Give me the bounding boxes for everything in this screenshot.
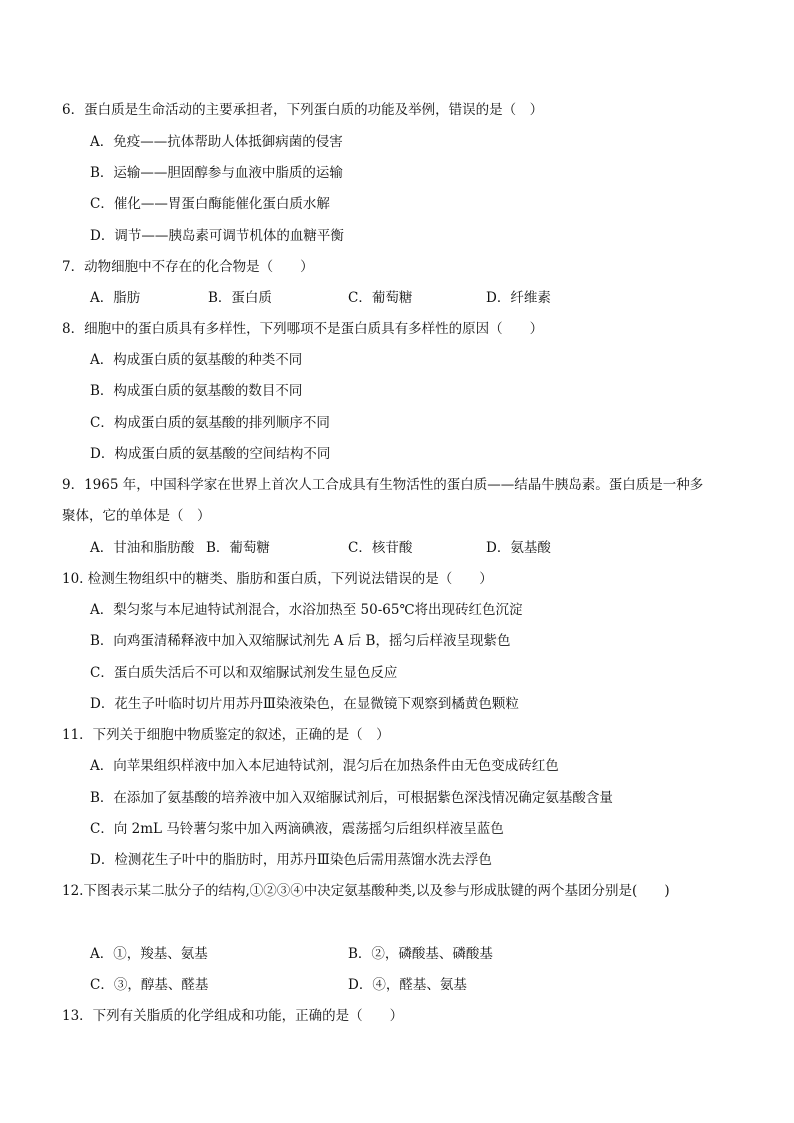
question-9-option-a: A．甘油和脂肪酸	[90, 540, 195, 556]
question-12-option-b: B．②，磷酸基、磷酸基	[348, 946, 493, 962]
question-11-option-b: B．在添加了氨基酸的培养液中加入双缩脲试剂后，可根据紫色深浅情况确定氨基酸含量	[90, 790, 613, 806]
question-11-stem: 11．下列关于细胞中物质鉴定的叙述，正确的是（ ）	[62, 727, 390, 743]
question-12-option-a: A．①，羧基、氨基	[90, 946, 208, 962]
question-13-stem: 13．下列有关脂质的化学组成和功能，正确的是（ ）	[62, 1008, 404, 1024]
question-9-stem-line-2: 聚体，它的单体是（ ）	[62, 508, 211, 524]
question-9-option-b: B．葡萄糖	[206, 540, 270, 556]
question-7-option-d: D．纤维素	[486, 290, 551, 306]
question-7-stem: 7．动物细胞中不存在的化合物是（ ）	[62, 259, 314, 275]
question-6-option-a: A．免疫——抗体帮助人体抵御病菌的侵害	[90, 134, 343, 150]
question-7-option-a: A．脂肪	[90, 290, 141, 306]
question-9-option-d: D．氨基酸	[486, 540, 551, 556]
question-10-option-c: C．蛋白质失活后不可以和双缩脲试剂发生显色反应	[90, 665, 398, 681]
question-7-option-c: C．葡萄糖	[348, 290, 413, 306]
question-9-option-c: C．核苷酸	[348, 540, 413, 556]
question-6-option-d: D．调节——胰岛素可调节机体的血糖平衡	[90, 228, 344, 244]
question-12-option-c: C．③，醇基、醛基	[90, 977, 209, 993]
question-8-option-d: D．构成蛋白质的氨基酸的空间结构不同	[90, 446, 331, 462]
question-10-stem: 10. 检测生物组织中的糖类、脂肪和蛋白质，下列说法错误的是（ ）	[62, 571, 493, 587]
question-11-option-c: C．向 2mL 马铃薯匀浆中加入两滴碘液，震荡摇匀后组织样液呈蓝色	[90, 821, 504, 837]
question-6-option-b: B．运输——胆固醇参与血液中脂质的运输	[90, 165, 343, 181]
question-8-option-c: C．构成蛋白质的氨基酸的排列顺序不同	[90, 415, 330, 431]
question-8-stem: 8．细胞中的蛋白质具有多样性，下列哪项不是蛋白质具有多样性的原因（ ）	[62, 321, 544, 337]
question-7-option-b: B．蛋白质	[208, 290, 272, 306]
question-6-stem: 6．蛋白质是生命活动的主要承担者，下列蛋白质的功能及举例，错误的是（ ）	[62, 102, 544, 118]
question-12-option-d: D．④，醛基、氨基	[348, 977, 467, 993]
question-12-stem: 12.下图表示某二肽分子的结构,①②③④中决定氨基酸种类,以及参与形成肽键的两个基团分别是( )	[62, 883, 670, 899]
question-10-option-a: A．梨匀浆与本尼迪特试剂混合，水浴加热至 50-65℃将出现砖红色沉淀	[90, 602, 523, 618]
question-8-option-a: A．构成蛋白质的氨基酸的种类不同	[90, 352, 303, 368]
question-10-option-b: B．向鸡蛋清稀释液中加入双缩脲试剂先 A 后 B，摇匀后样液呈现紫色	[90, 633, 511, 649]
question-9-stem-line-1: 9．1965 年，中国科学家在世界上首次人工合成具有生物活性的蛋白质——结晶牛胰岛素。蛋白质是一种多	[62, 477, 704, 493]
question-10-option-d: D．花生子叶临时切片用苏丹Ⅲ染液染色，在显微镜下观察到橘黄色颗粒	[90, 696, 519, 712]
question-11-option-a: A．向苹果组织样液中加入本尼迪特试剂，混匀后在加热条件由无色变成砖红色	[90, 758, 559, 774]
question-11-option-d: D．检测花生子叶中的脂肪时，用苏丹Ⅲ染色后需用蒸馏水洗去浮色	[90, 852, 492, 868]
question-6-option-c: C．催化——胃蛋白酶能催化蛋白质水解	[90, 196, 330, 212]
question-8-option-b: B．构成蛋白质的氨基酸的数目不同	[90, 383, 303, 399]
